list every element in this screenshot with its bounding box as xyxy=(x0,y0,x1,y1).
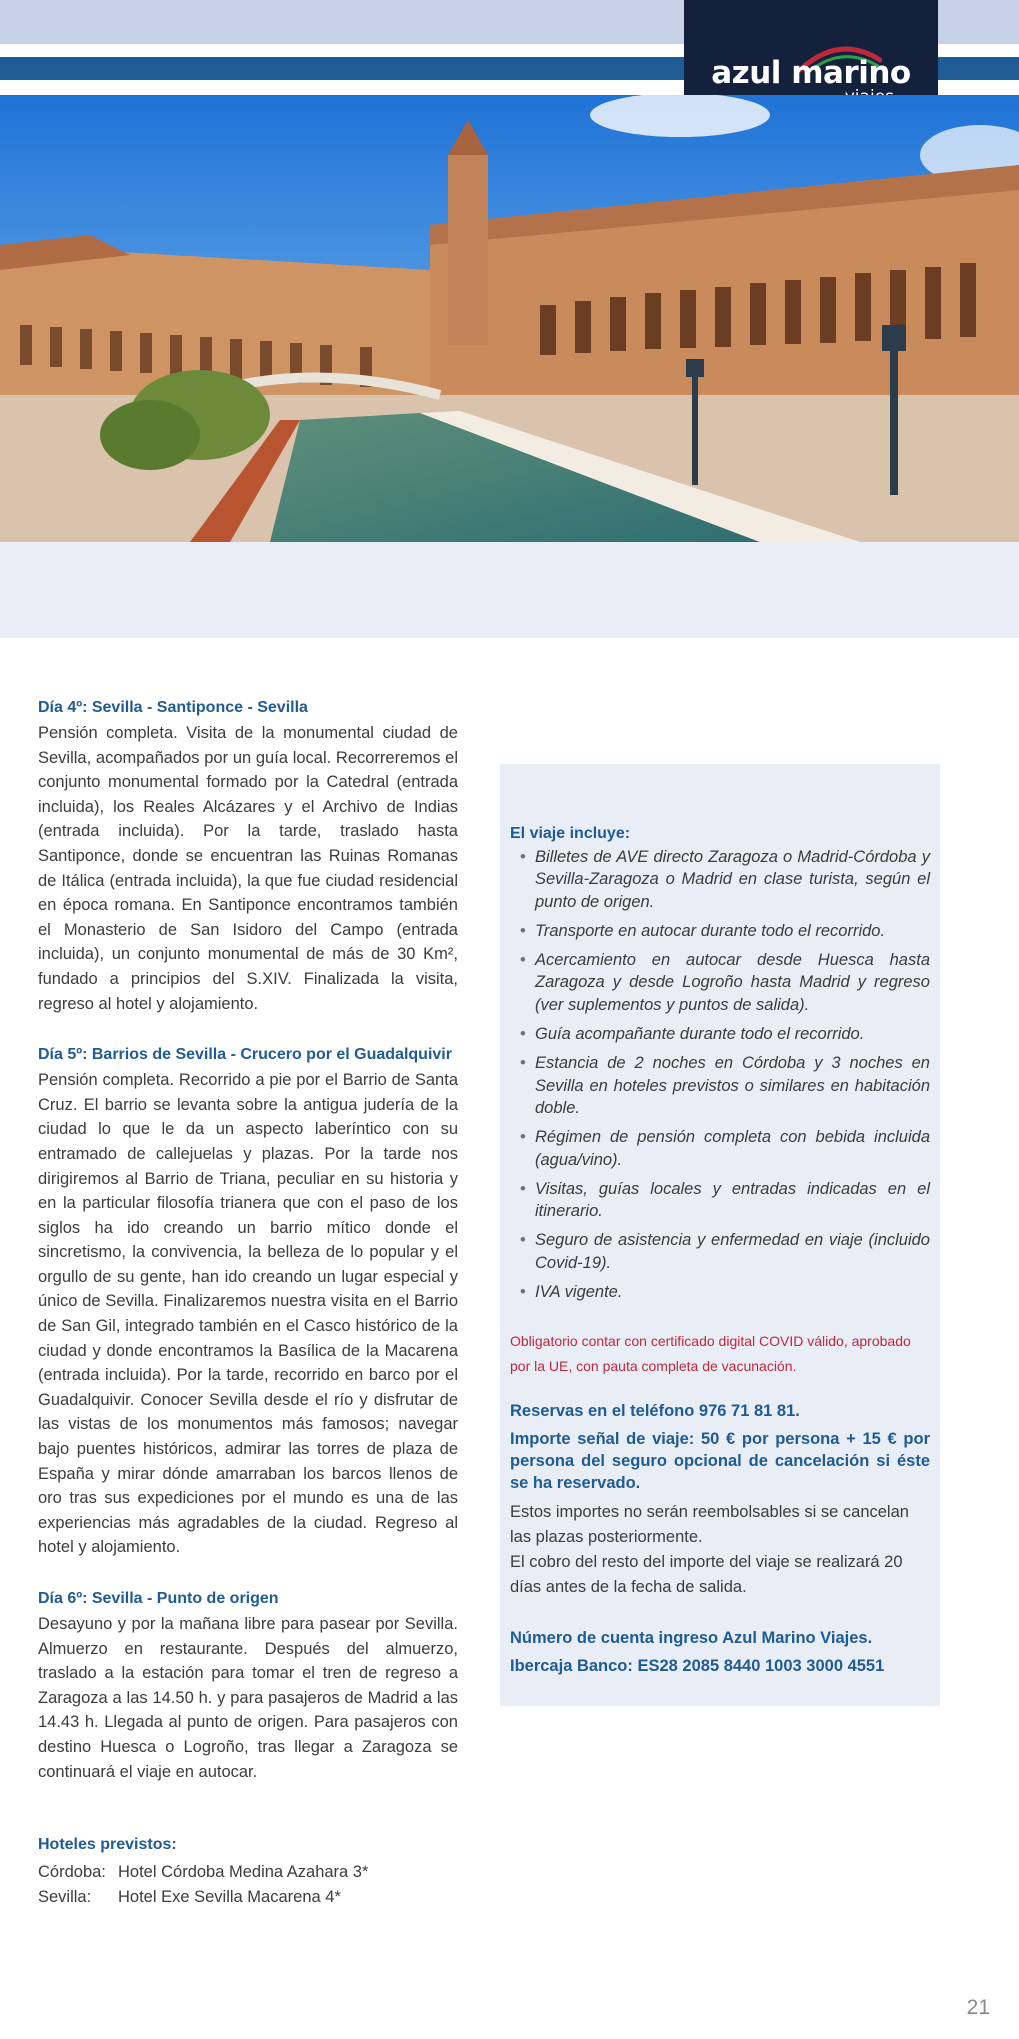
bullet-icon: • xyxy=(520,921,526,940)
list-item-text: Régimen de pensión completa con bebida incluida (agua/vino). xyxy=(535,1128,930,1169)
day-description: Pensión completa. Visita de la monumental ciudad de Sevilla, acompañados por un guía local. Recorreremos el conjunto monumental formado por la Catedral (entrada incluida), los Reales Alcázares y el Archivo de Indias (entrada incluida). Por la tarde, traslado hasta Santiponce, donde se encuentran las Ruinas Romanas de Itálica (entrada incluida), la que fue ciudad residencial en época romana. En Santiponce encontramos también el Monasterio de San Isidoro del Campo (entrada incluida), un conjunto monumental de más de 30 Km², fundado a principios del S.XIV. Finalizada la visita, regreso al hotel y alojamiento. xyxy=(38,724,458,1013)
list-item-text: Estancia de 2 noches en Córdoba y 3 noches en Sevilla en hoteles previstos o similares en habitación doble. xyxy=(535,1054,930,1117)
list-item xyxy=(510,846,930,913)
hotels-section xyxy=(38,1832,458,1910)
refund-note: Estos importes no serán reembolsables si se cancelan las plazas posteriormente. xyxy=(510,1503,909,1547)
includes-list xyxy=(510,846,930,1303)
list-item-text: Guía acompañante durante todo el recorrido. xyxy=(535,1025,865,1044)
list-item xyxy=(510,1178,930,1223)
bullet-icon: • xyxy=(520,951,526,970)
hotels-title: Hoteles previstos: xyxy=(38,1836,177,1853)
day-description: Pensión completa. Recorrido a pie por el Barrio de Santa Cruz. El barrio se levanta sobre la antigua judería de la ciudad lo que le da un aspecto laberíntico con su entramado de callejuelas y plazas. Por la tarde nos dirigiremos al Barrio de Triana, peculiar en su historia y en la particular filosofía trianera que con el paso de los siglos ha ido creando un barrio mítico donde el sincretismo, la convivencia, la belleza de lo popular y el orgullo de su gente, han ido creando un lugar especial y único de Sevilla. Finalizaremos nuestra visita en el Barrio de San Gil, integrado también en el Casco histórico de la ciudad y donde encontramos la Basílica de la Macarena (entrada incluida). Por la tarde, recorrido en barco por el Guadalquivir. Conocer Sevilla desde el río y disfrutar de las vistas de los monumentos más famosos; navegar bajo puentes históricos, admirar las torres de plaza de España y mirar dónde amarraban los barcos llenos de oro tras sus expediciones por el mundo es una de las experiencias más agradables de la ciudad. Regreso al hotel y alojamiento. xyxy=(38,1071,458,1557)
account-title: Número de cuenta ingreso Azul Marino Viajes. xyxy=(510,1629,873,1648)
list-item xyxy=(510,1052,930,1119)
bullet-icon: • xyxy=(520,1128,526,1147)
list-item xyxy=(510,949,930,1016)
plaza-de-espana-image xyxy=(0,95,1019,542)
booking-phone: Reservas en el teléfono 976 71 81 81. xyxy=(510,1402,800,1421)
hotel-row xyxy=(38,1860,458,1885)
list-item-text: Seguro de asistencia y enfermedad en viaje (incluido Covid-19). xyxy=(535,1231,930,1272)
account-info xyxy=(510,1624,930,1680)
hotel-name: Hotel Córdoba Medina Azahara 3* xyxy=(118,1863,369,1881)
day-4-section xyxy=(38,695,458,1016)
logo-name: azul marino xyxy=(711,55,911,91)
page-number: 21 xyxy=(966,1996,990,2019)
hotel-city: Sevilla: xyxy=(38,1888,92,1906)
bullet-icon: • xyxy=(520,1179,526,1198)
account-number: Ibercaja Banco: ES28 2085 8440 1003 3000 4551 xyxy=(510,1657,885,1676)
day-description: Desayuno y por la mañana libre para pasear por Sevilla. Almuerzo en restaurante. Después del almuerzo, traslado a la estación para tomar el tren de regreso a Zaragoza a las 14.50 h. y para pasajeros de Madrid a las 14.43 h. Llegada al punto de origen. Para pasajeros con destino Huesca o Logroño, tras llegar a Zaragoza se continuará el viaje en autocar. xyxy=(38,1615,458,1781)
deposit-info: Importe señal de viaje: 50 € por persona + 15 € por persona del seguro opcional de cancelación si éste se ha reservado. xyxy=(510,1430,930,1493)
hotel-row xyxy=(38,1885,458,1910)
list-item xyxy=(510,920,930,942)
hero-bottom-band xyxy=(0,542,1019,638)
list-item xyxy=(510,1281,930,1303)
day-5-section xyxy=(38,1042,458,1560)
hotel-city: Córdoba: xyxy=(38,1863,106,1881)
includes-title: El viaje incluye: xyxy=(510,825,631,842)
list-item xyxy=(510,1229,930,1274)
itinerary-column xyxy=(38,695,458,1810)
bullet-icon: • xyxy=(520,1283,526,1302)
payment-note: El cobro del resto del importe del viaje se realizará 20 días antes de la fecha de salida. xyxy=(510,1553,903,1597)
list-item-text: Transporte en autocar durante todo el recorrido. xyxy=(535,921,886,940)
hotel-name: Hotel Exe Sevilla Macarena 4* xyxy=(118,1888,341,1906)
day-title: Día 4º: Sevilla - Santiponce - Sevilla xyxy=(38,699,308,716)
day-title: Día 6º: Sevilla - Punto de origen xyxy=(38,1590,279,1607)
list-item-text: Billetes de AVE directo Zaragoza o Madrid-Córdoba y Sevilla-Zaragoza o Madrid en clase turista, según el punto de origen. xyxy=(535,848,930,911)
list-item xyxy=(510,1023,930,1045)
list-item xyxy=(510,1126,930,1171)
list-item-text: IVA vigente. xyxy=(535,1283,623,1302)
list-item-text: Acercamiento en autocar desde Huesca hasta Zaragoza y desde Logroño hasta Madrid y regreso (ver suplementos y puntos de salida). xyxy=(535,951,930,1014)
day-6-section xyxy=(38,1586,458,1784)
list-item-text: Visitas, guías locales y entradas indicadas en el itinerario. xyxy=(535,1179,930,1221)
bullet-icon: • xyxy=(520,1054,526,1073)
bullet-icon: • xyxy=(520,1025,526,1044)
includes-panel xyxy=(500,764,940,1706)
hero-photo xyxy=(0,95,1019,542)
bullet-icon: • xyxy=(520,1231,526,1250)
covid-notice: Obligatorio contar con certificado digital COVID válido, aprobado por la UE, con pauta completa de vacunación. xyxy=(510,1333,911,1375)
bullet-icon: • xyxy=(520,848,526,866)
day-title: Día 5º: Barrios de Sevilla - Crucero por el Guadalquivir xyxy=(38,1046,452,1064)
